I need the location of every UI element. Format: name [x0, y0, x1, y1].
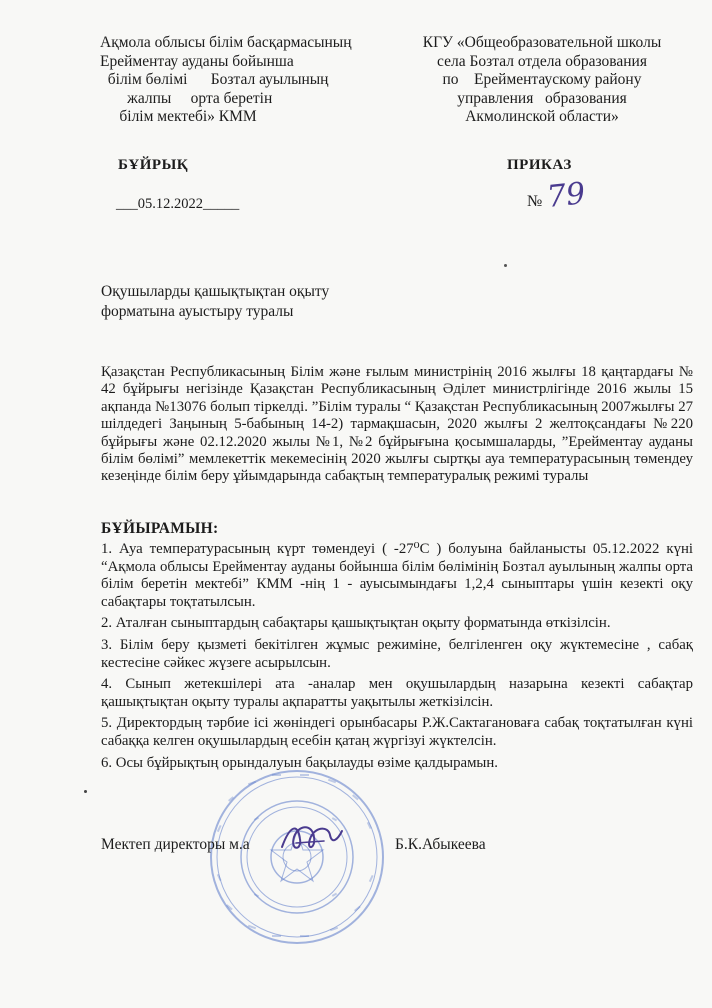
title-line: Оқушыларды қашықтықтан оқыту — [101, 283, 330, 300]
order-date: ___05.12.2022_____ — [116, 196, 240, 212]
order-heading: БҰЙЫРАМЫН: — [101, 520, 219, 537]
ink-dot — [84, 790, 87, 793]
signatory-role: Мектеп директоры м.а — [101, 836, 250, 853]
header-left-org — [100, 34, 400, 127]
header-left-line: жалпы орта беретін — [100, 89, 273, 107]
ink-dot — [504, 264, 507, 267]
order-number-handwritten: 79 — [545, 176, 587, 215]
order-number-label: № — [527, 193, 543, 210]
header-right-line: Акмолинской области» — [465, 108, 619, 125]
header-left-line: білім бөлімі Бозтал ауылының — [100, 71, 329, 88]
order-item: 3. Білім беру қызметі бекітілген жұмыс режиміне, белгіленген оқу жүктемесіне , сабақ кестесіне сәйкес жүзеге асырылсын. — [101, 636, 693, 671]
header-right-line: села Бозтал отдела образования — [437, 52, 647, 70]
header-right-line: управления образования — [457, 89, 627, 107]
signature-scribble — [276, 817, 346, 857]
order-item: 4. Сынып жетекшілері ата -аналар мен оқушылардың назарына кезекті сабақтар қашықтықтан оқыту туралы ақпаратты уақытылы жеткізілсін. — [101, 676, 693, 710]
signatory-name: Б.К.Абыкеева — [395, 836, 486, 853]
order-label-kz: БҰЙРЫҚ — [118, 157, 189, 173]
order-item: 2. Аталған сыныптардың сабақтары қашықтықтан оқыту форматында өткізілсін. — [101, 615, 611, 632]
order-item: 5. Директордың тәрбие ісі жөніндегі орынбасары Р.Ж.Сактагановаға сабақ тоқтатылған күні сабаққа келген оқушылардың есебін қатаң жүргізуі жүктелсін. — [101, 715, 693, 749]
header-left-line: білім мектебі» КММ — [100, 108, 257, 125]
document-title — [101, 282, 329, 322]
official-stamp — [208, 768, 386, 946]
order-items — [101, 541, 693, 776]
header-right-line: КГУ «Общеобразовательной школы — [422, 34, 662, 51]
order-label-ru: ПРИКАЗ — [507, 157, 572, 173]
header-left-line: Ақмола облысы білім басқармасының — [100, 34, 352, 51]
order-item: 1. Ауа температурасының күрт төмендеуі ( -27⁰С ) болуына байланысты 05.12.2022 күні “Ақмола облысы Ерейментау ауданы бойынша білім бөлімінің Бозтал ауылының жалпы орта білім беретін мектебі” КММ -нің 1 - ауысымындағы 1,2,4 сыныптары үшін кезекті оқу сабақтары тоқтатылсын. — [101, 541, 693, 610]
order-item: 6. Осы бұйрықтың орындалуын бақылауды өзіме қалдырамын. — [101, 754, 498, 771]
header-right-line: по Ерейментаускому району — [442, 71, 642, 88]
header-left-line: Ерейментау ауданы бойынша — [100, 52, 294, 70]
header-right-org — [392, 34, 692, 127]
title-line: форматына ауыстыру туралы — [101, 303, 294, 320]
preamble-paragraph: Қазақстан Республикасының Білім және ғылым министрінің 2016 жылғы 18 қаңтардағы № 42 бұйрығы негізінде Қазақстан Республикасының Әділет министрлігінде 2016 жылы 15 ақпанда №13076 болып тіркелді. ”Білім туралы “ Қазақстан Республикасының 2007жылғы 27 шілдедегі Заңының 5-бабының 14-2) тармақшасын, 2020 жылғы 2 желтоқсандағы №220 бұйрығы және 02.12.2020 жылы №1, №2 бұйрығына қосымшаларды, ”Ерейментау ауданы білім бөлімі” мемлекеттік мекемесінің 2020 жылғы сыртқы ауа температурасының төмендеу кезеңінде білім беру ұйымдарында сабақтың температуралық режимі туралы — [101, 364, 693, 485]
